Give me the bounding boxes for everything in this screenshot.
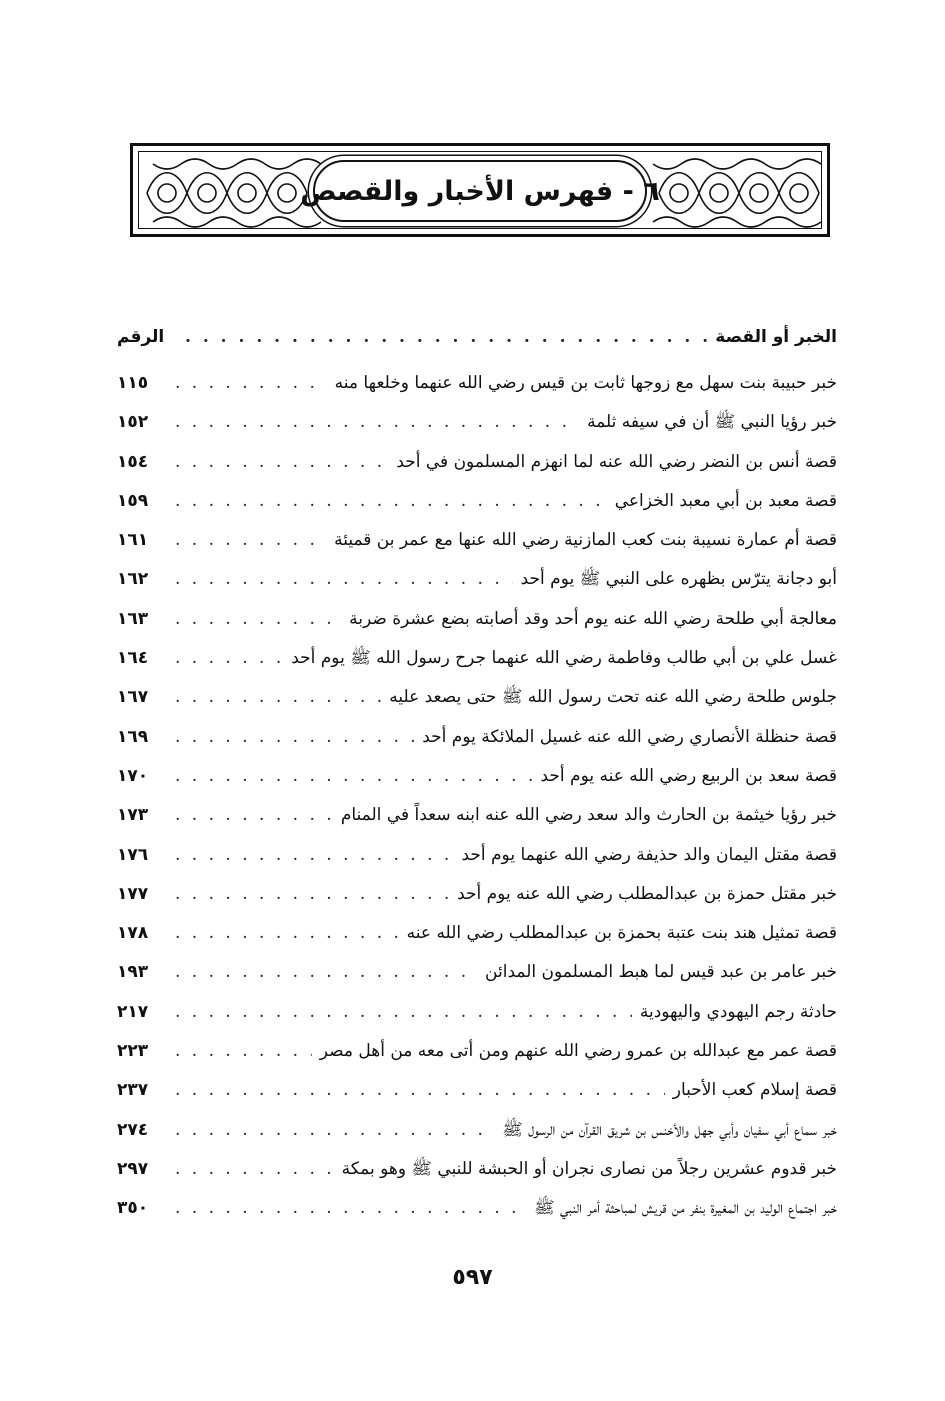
leader-dots (175, 403, 579, 442)
leader-dots (175, 993, 632, 1032)
entry-page-number: ٢١٧ (117, 1001, 149, 1022)
entry-title: خبر رؤيا النبي ﷺ أن في سيفه ثلمة (587, 412, 837, 433)
entry-page-number: ١٦٣ (117, 608, 149, 629)
table-row (117, 1071, 837, 1110)
leader-dots (175, 560, 513, 599)
entry-title: حادثة رجم اليهودي واليهودية (639, 1001, 837, 1022)
leader-dots (175, 796, 333, 835)
table-row (117, 1111, 837, 1150)
entry-title: قصة مقتل اليمان والد حذيفة رضي الله عنهما يوم أحد (461, 844, 837, 865)
entry-page-number: ٢٢٣ (117, 1041, 149, 1062)
table-row (117, 443, 837, 482)
entry-page-number: ١٧٠ (117, 765, 149, 786)
entry-page-number: ١٩٣ (117, 962, 149, 983)
entry-title: قصة معبد بن أبي معبد الخزاعي (614, 490, 837, 511)
table-row (117, 403, 837, 442)
leader-dots (175, 600, 341, 639)
leader-dots (175, 482, 607, 521)
entry-page-number: ١٥٩ (117, 490, 149, 511)
number-column-header: الرقم (117, 327, 165, 347)
entry-title: قصة أنس بن النضر رضي الله عنه لما انهزم المسلمون في أحد (396, 451, 837, 472)
table-row (117, 560, 837, 599)
leader-dots (175, 1150, 334, 1189)
leader-dots (175, 875, 449, 914)
entry-page-number: ١٥٢ (117, 412, 149, 433)
table-row (117, 482, 837, 521)
leader-dots (175, 757, 533, 796)
entry-title: خبر اجتماع الوليد بن المغيرة بنفر من قريش لمباحثة أمر النبي ﷺ (534, 1198, 837, 1219)
leader-dots (175, 364, 327, 403)
leader-dots (175, 718, 414, 757)
table-row (117, 953, 837, 992)
entry-title: قصة إسلام كعب الأحبار (672, 1080, 837, 1101)
entry-title: قصة أم عمارة نسيبة بنت كعب المازنية رضي الله عنها مع عمر بن قميئة (334, 530, 837, 551)
entry-page-number: ٢٣٧ (117, 1080, 149, 1101)
table-row (117, 639, 837, 678)
entry-page-number: ١٦٢ (117, 569, 149, 590)
index-table (117, 318, 837, 1229)
leader-dots (175, 1032, 312, 1071)
entry-page-number: ٢٩٧ (117, 1158, 149, 1179)
page-title: ٦ - فهرس الأخبار والقصص (300, 175, 660, 207)
page-number: ٥٩٧ (452, 1265, 493, 1290)
table-header-row (117, 318, 837, 364)
entry-title: خبر مقتل حمزة بن عبدالمطلب رضي الله عنه يوم أحد (457, 883, 837, 904)
table-row (117, 1032, 837, 1071)
leader-dots (175, 914, 399, 953)
table-row (117, 1150, 837, 1189)
entry-page-number: ١٧٧ (117, 883, 149, 904)
entry-page-number: ١٥٤ (117, 451, 149, 472)
leader-dots (175, 443, 388, 482)
entry-page-number: ١٦٤ (117, 648, 149, 669)
leader-dots (175, 1071, 665, 1110)
entry-title: قصة تمثيل هند بنت عتبة بحمزة بن عبدالمطلب رضي الله عنه (406, 923, 837, 944)
entry-page-number: ١٧٨ (117, 923, 149, 944)
entry-page-number: ١١٥ (117, 373, 149, 393)
table-row (117, 914, 837, 953)
entry-title: قصة حنظلة الأنصاري رضي الله عنه غسيل الملائكة يوم أحد (422, 726, 837, 747)
entry-title: قصة عمر مع عبدالله بن عمرو رضي الله عنهم ومن أتى معه من أهل مصر (319, 1041, 837, 1062)
entry-page-number: ١٦٧ (117, 687, 149, 708)
leader-dots (175, 1111, 494, 1150)
leader-dots (175, 1189, 526, 1228)
entry-title: أبو دجانة يترّس بظهره على النبي ﷺ يوم أحد (520, 569, 837, 590)
table-row (117, 364, 837, 403)
entry-title: خبر عامر بن عبد قيس لما هبط المسلمون المدائن (485, 962, 837, 983)
entry-page-number: ١٧٣ (117, 805, 149, 826)
table-row (117, 796, 837, 835)
leader-dots (175, 678, 381, 717)
table-row (117, 993, 837, 1032)
entry-page-number: ١٧٦ (117, 844, 149, 865)
table-row (117, 875, 837, 914)
table-row (117, 600, 837, 639)
leader-dots (185, 318, 707, 357)
leader-dots (175, 836, 453, 875)
entry-title: معالجة أبي طلحة رضي الله عنه يوم أحد وقد أصابته بضع عشرة ضربة (349, 608, 837, 629)
entry-title: خبر قدوم عشرين رجلاً من نصارى نجران أو الحبشة للنبي ﷺ وهو بمكة (341, 1158, 837, 1179)
leader-dots (175, 521, 326, 560)
entry-title: جلوس طلحة رضي الله عنه تحت رسول الله ﷺ حتى يصعد عليه (389, 687, 837, 708)
entry-page-number: ١٦٩ (117, 726, 149, 747)
table-row (117, 836, 837, 875)
entry-page-number: ١٦١ (117, 530, 149, 551)
leader-dots (175, 639, 283, 678)
table-row (117, 678, 837, 717)
table-row (117, 718, 837, 757)
leader-dots (175, 953, 477, 992)
entry-title: خبر حبيبة بنت سهل مع زوجها ثابت بن قيس رضي الله عنهما وخلعها منه (334, 373, 837, 393)
title-ornamental-frame (130, 143, 830, 237)
entry-title: خبر سماع أبي سفيان وأبي جهل والأخنس بن شريق القرآن من الرسول ﷺ (502, 1119, 837, 1140)
table-row (117, 521, 837, 560)
title-cartouche (300, 160, 660, 222)
table-row (117, 757, 837, 796)
entry-page-number: ٣٥٠ (117, 1198, 149, 1219)
entry-page-number: ٢٧٤ (117, 1119, 149, 1140)
entry-column-header: الخبر أو القصة (715, 327, 837, 347)
entry-title: خبر رؤيا خيثمة بن الحارث والد سعد رضي الله عنه ابنه سعداً في المنام (340, 805, 837, 826)
table-row (117, 1189, 837, 1228)
entry-title: قصة سعد بن الربيع رضي الله عنه يوم أحد (540, 765, 837, 786)
entry-title: غسل علي بن أبي طالب وفاطمة رضي الله عنهما جرح رسول الله ﷺ يوم أحد (291, 648, 837, 669)
